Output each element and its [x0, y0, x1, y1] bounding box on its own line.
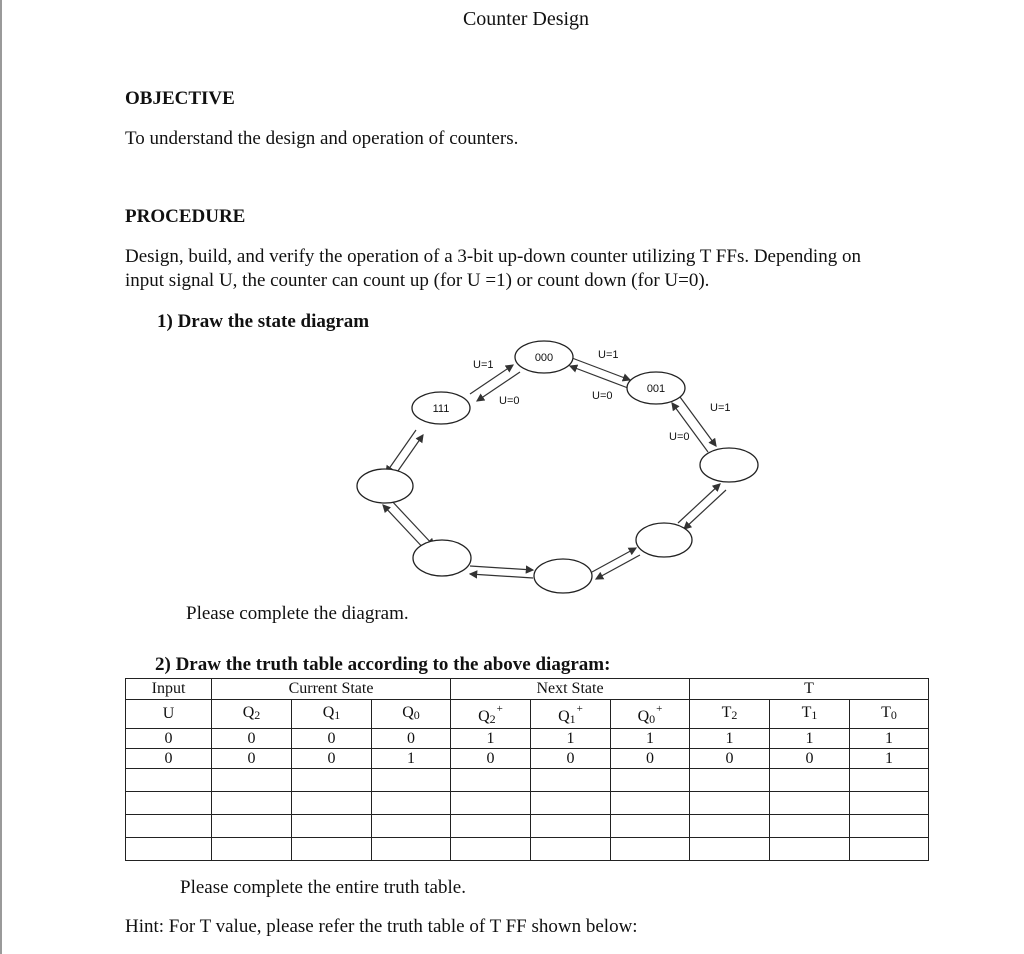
empty-cell[interactable]	[372, 769, 451, 792]
arrow-000-to-001	[572, 358, 630, 380]
table-cell: 1	[372, 749, 451, 769]
empty-cell[interactable]	[212, 815, 292, 838]
table-cell: 1	[451, 729, 531, 749]
empty-cell[interactable]	[850, 792, 929, 815]
empty-cell[interactable]	[212, 838, 292, 861]
transition-label-right-001-down: U=0	[669, 431, 690, 443]
group-header-next-state: Next State	[451, 679, 690, 700]
table-cell: 0	[292, 729, 372, 749]
table-row	[126, 749, 929, 769]
empty-cell[interactable]	[451, 769, 531, 792]
table-column-header-row	[126, 700, 929, 729]
table-cell: 1	[690, 729, 770, 749]
procedure-heading: PROCEDURE	[125, 206, 246, 227]
empty-cell[interactable]	[770, 769, 850, 792]
state-label-000: 000	[534, 352, 554, 364]
state-node-bottomright-empty	[636, 523, 692, 557]
table-cell: 0	[770, 749, 850, 769]
hint-text: Hint: For T value, please refer the truth table of T FF shown below:	[125, 916, 638, 937]
table-row-empty	[126, 792, 929, 815]
col-header-t2: T2	[690, 700, 770, 729]
empty-cell[interactable]	[126, 838, 212, 861]
transition-label-001-000-down: U=0	[592, 390, 613, 402]
page-title: Counter Design	[462, 8, 590, 30]
empty-cell[interactable]	[531, 792, 611, 815]
empty-cell[interactable]	[531, 838, 611, 861]
state-node-left-empty	[357, 469, 413, 503]
empty-cell[interactable]	[126, 769, 212, 792]
empty-cell[interactable]	[690, 769, 770, 792]
table-cell: 0	[531, 749, 611, 769]
col-header-t1: T1	[770, 700, 850, 729]
arrow-bottomleft-to-bottom	[470, 566, 533, 570]
empty-cell[interactable]	[690, 838, 770, 861]
empty-cell[interactable]	[451, 792, 531, 815]
empty-cell[interactable]	[292, 815, 372, 838]
empty-cell[interactable]	[372, 792, 451, 815]
table-cell: 0	[611, 749, 690, 769]
table-row-empty	[126, 769, 929, 792]
empty-cell[interactable]	[451, 815, 531, 838]
empty-cell[interactable]	[126, 815, 212, 838]
empty-cell[interactable]	[126, 792, 212, 815]
state-node-bottom-empty	[534, 559, 592, 593]
empty-cell[interactable]	[292, 769, 372, 792]
page-edge	[0, 0, 2, 954]
table-cell: 0	[126, 729, 212, 749]
table-cell: 1	[850, 749, 929, 769]
empty-cell[interactable]	[690, 815, 770, 838]
empty-cell[interactable]	[212, 769, 292, 792]
group-header-t: T	[690, 679, 929, 700]
empty-cell[interactable]	[372, 815, 451, 838]
group-header-current-state: Current State	[212, 679, 451, 700]
step2-label: 2) Draw the truth table according to the above diagram:	[155, 654, 611, 675]
table-cell: 1	[611, 729, 690, 749]
diagram-complete-note: Please complete the diagram.	[186, 603, 409, 624]
transition-label-000-111-down: U=0	[499, 395, 520, 407]
transition-label-001-right-up: U=1	[710, 402, 731, 414]
arrow-bottom-to-bottomleft	[470, 574, 533, 578]
transition-label-111-000-up: U=1	[473, 359, 494, 371]
table-cell: 1	[850, 729, 929, 749]
step1-label: 1) Draw the state diagram	[157, 311, 370, 332]
empty-cell[interactable]	[770, 838, 850, 861]
objective-heading: OBJECTIVE	[125, 88, 235, 109]
table-cell: 0	[372, 729, 451, 749]
state-diagram	[340, 340, 770, 600]
empty-cell[interactable]	[372, 838, 451, 861]
state-node-right-empty	[700, 448, 758, 482]
col-header-t0: T0	[850, 700, 929, 729]
state-label-001: 001	[646, 383, 666, 395]
empty-cell[interactable]	[850, 769, 929, 792]
empty-cell[interactable]	[611, 838, 690, 861]
empty-cell[interactable]	[850, 815, 929, 838]
arrow-001-to-000	[570, 366, 628, 388]
empty-cell[interactable]	[611, 792, 690, 815]
table-cell: 0	[292, 749, 372, 769]
empty-cell[interactable]	[770, 815, 850, 838]
empty-cell[interactable]	[611, 769, 690, 792]
arrow-bottomleft-to-left	[383, 505, 427, 552]
truth-table	[125, 678, 929, 861]
col-header-q2-next: Q2+	[451, 700, 531, 729]
transition-label-000-001-up: U=1	[598, 349, 619, 361]
empty-cell[interactable]	[451, 838, 531, 861]
arrow-right-to-bottomright	[684, 490, 726, 529]
table-cell: 0	[451, 749, 531, 769]
col-header-q2: Q2	[212, 700, 292, 729]
empty-cell[interactable]	[212, 792, 292, 815]
arrow-bottom-to-bottomright	[592, 548, 636, 572]
table-row	[126, 729, 929, 749]
state-label-111: 111	[432, 403, 450, 415]
group-header-input: Input	[126, 679, 212, 700]
col-header-u: U	[126, 700, 212, 729]
col-header-q1-next: Q1+	[531, 700, 611, 729]
empty-cell[interactable]	[690, 792, 770, 815]
table-cell: 1	[531, 729, 611, 749]
table-row-empty	[126, 815, 929, 838]
procedure-text-line2: input signal U, the counter can count up (for U =1) or count down (for U=0).	[125, 270, 710, 291]
arrow-left-to-bottomleft	[390, 499, 434, 546]
col-header-q1: Q1	[292, 700, 372, 729]
state-node-bottomleft-empty	[413, 540, 471, 576]
procedure-text-line1: Design, build, and verify the operation of a 3-bit up-down counter utilizing T FFs. Depending on	[125, 246, 861, 267]
empty-cell[interactable]	[531, 815, 611, 838]
empty-cell[interactable]	[770, 792, 850, 815]
objective-text: To understand the design and operation of counters.	[125, 128, 519, 149]
col-header-q0: Q0	[372, 700, 451, 729]
table-cell: 1	[770, 729, 850, 749]
empty-cell[interactable]	[292, 838, 372, 861]
table-cell: 0	[212, 749, 292, 769]
table-row-empty	[126, 838, 929, 861]
empty-cell[interactable]	[531, 769, 611, 792]
arrow-bottomright-to-right	[678, 484, 720, 523]
arrow-bottomright-to-bottom	[596, 555, 640, 579]
table-cell: 0	[126, 749, 212, 769]
empty-cell[interactable]	[611, 815, 690, 838]
empty-cell[interactable]	[850, 838, 929, 861]
empty-cell[interactable]	[292, 792, 372, 815]
table-cell: 0	[212, 729, 292, 749]
col-header-q0-next: Q0+	[611, 700, 690, 729]
table-complete-note: Please complete the entire truth table.	[180, 877, 466, 898]
table-group-header-row	[126, 679, 929, 700]
table-cell: 0	[690, 749, 770, 769]
